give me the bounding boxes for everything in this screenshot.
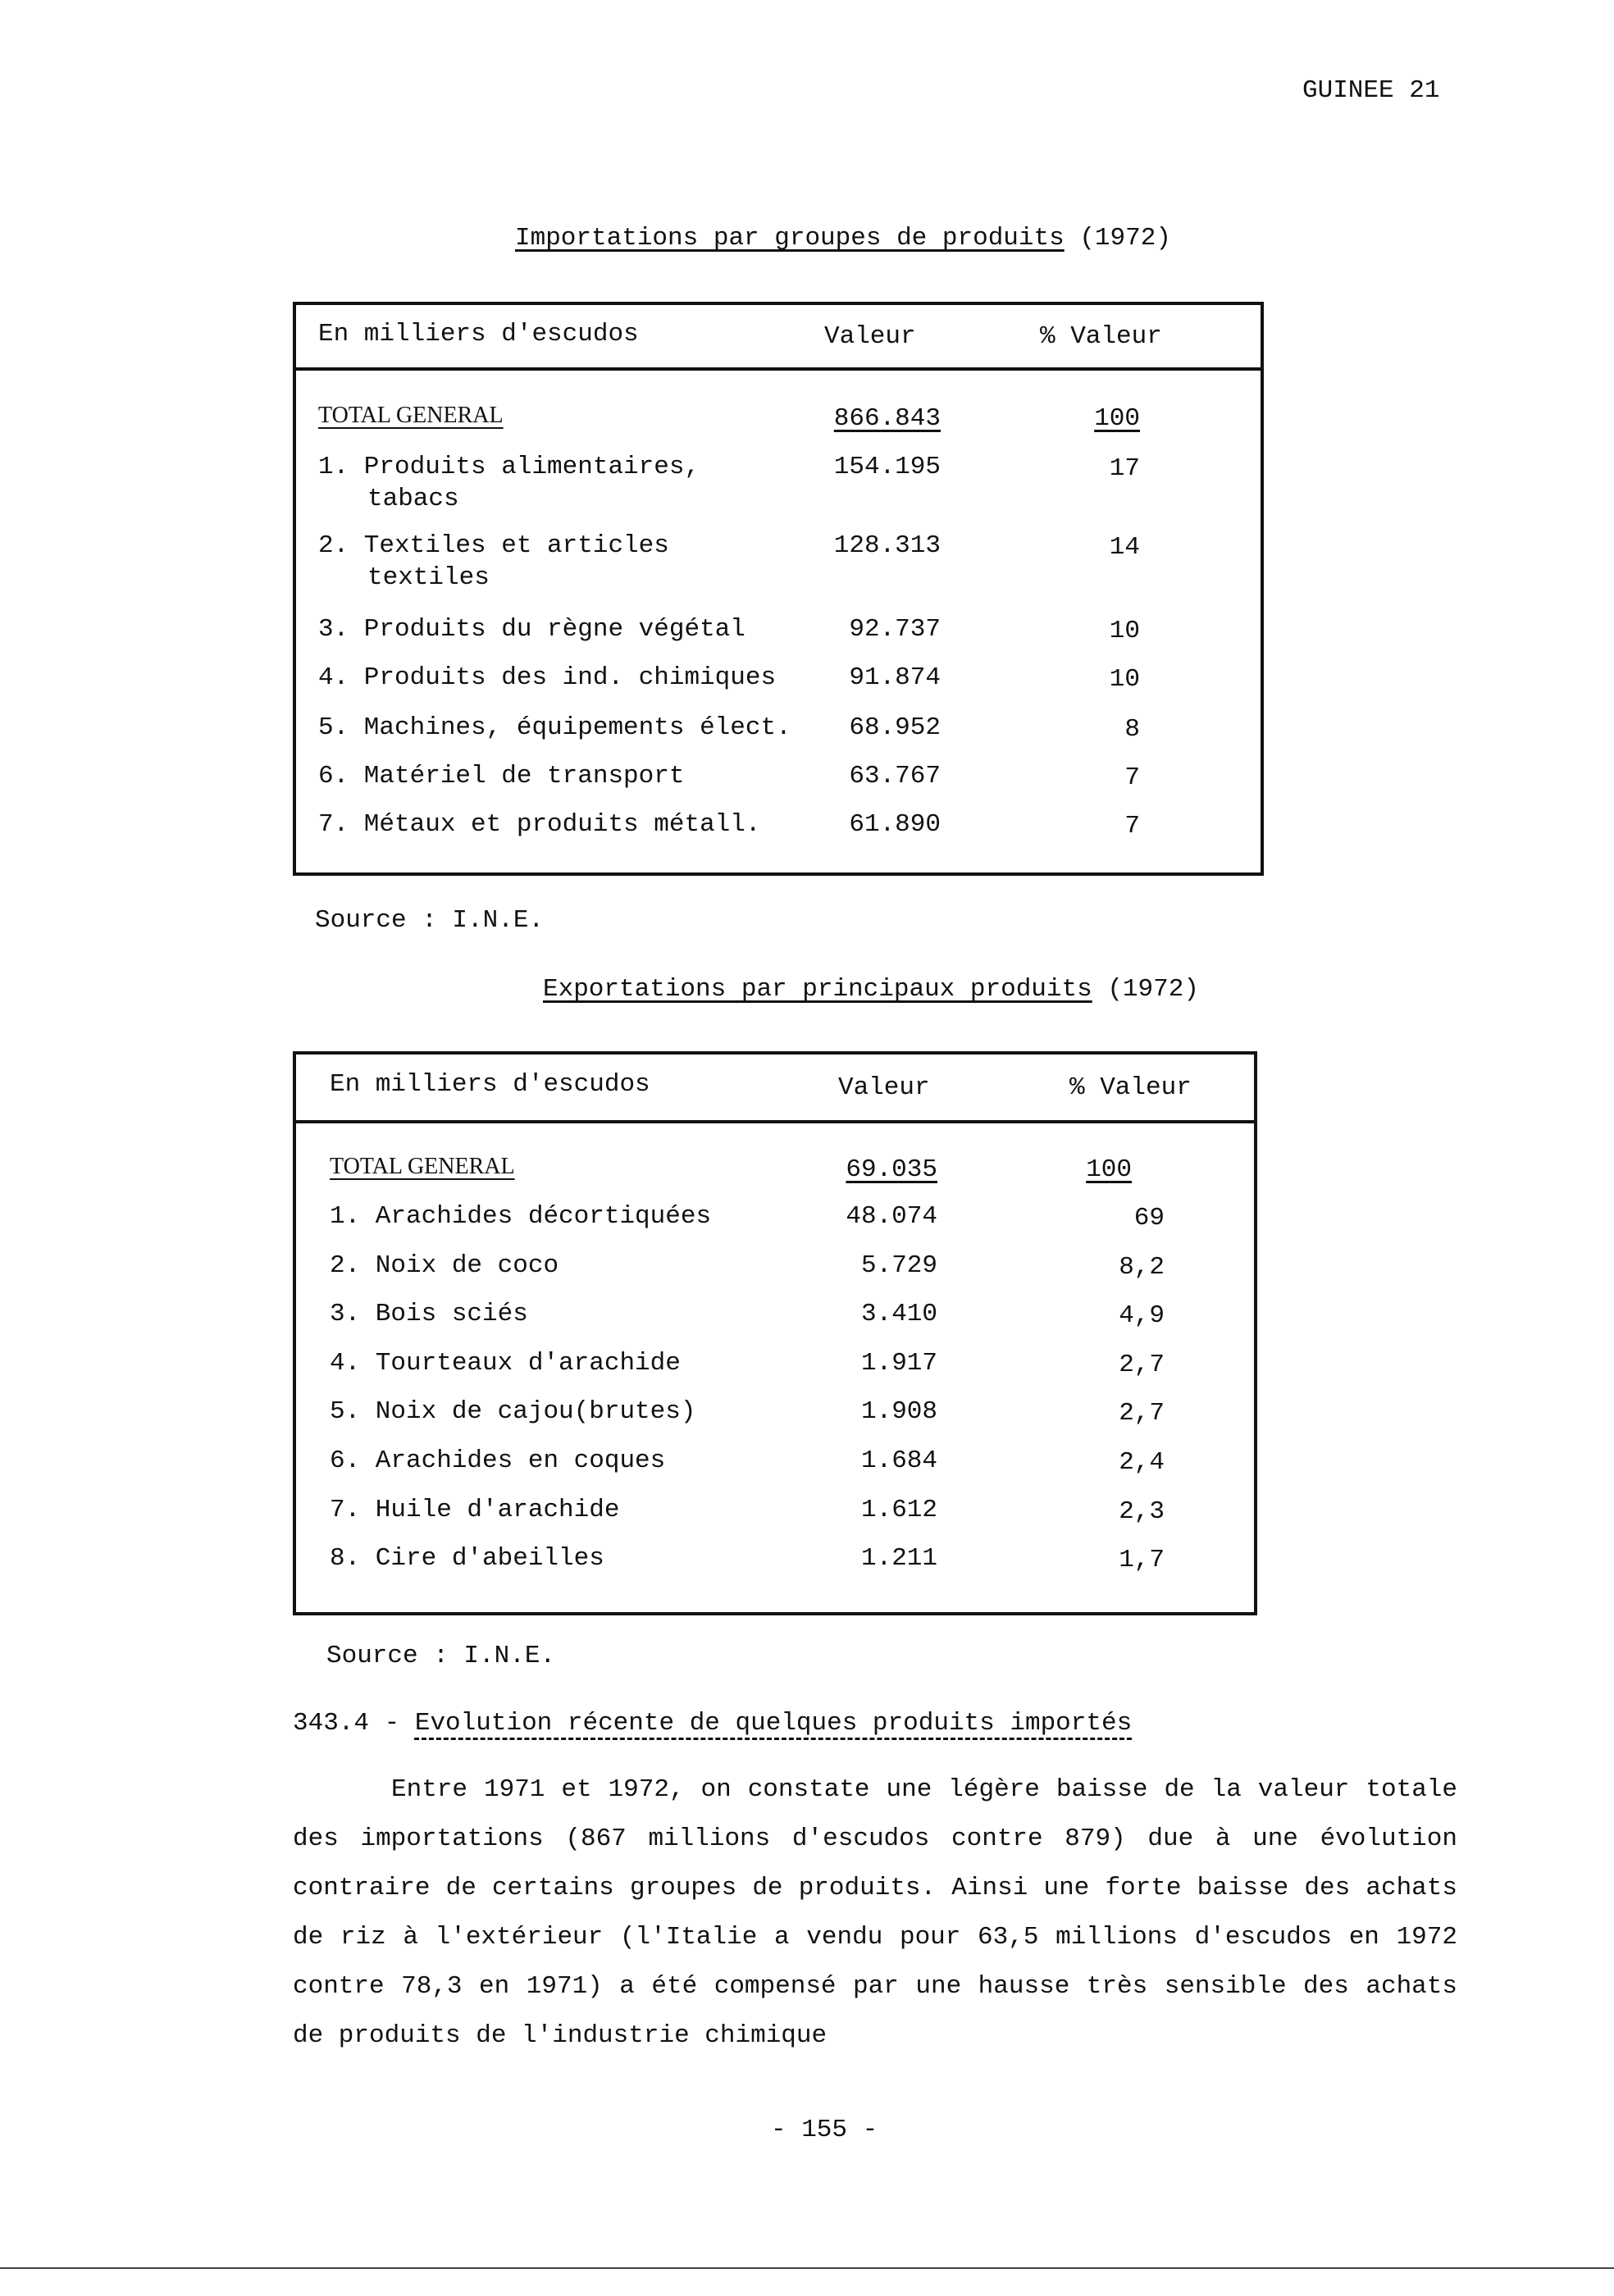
- section-heading: [293, 1709, 1132, 1738]
- table-row-value: 5.729: [860, 1250, 937, 1280]
- table-row-pct: 2,7: [1119, 1350, 1165, 1379]
- col-header-pct: % Valeur: [1040, 322, 1162, 351]
- exports-year: (1972): [1107, 975, 1199, 1004]
- table-row-pct: 7: [1124, 812, 1140, 840]
- table-row-value: 1.612: [860, 1495, 937, 1524]
- table-row-label: 6. Matériel de transport: [318, 762, 685, 790]
- table-row-pct: 8: [1124, 715, 1140, 744]
- table-row-pct: 4,9: [1119, 1301, 1165, 1331]
- table-row-label: 7. Huile d'arachide: [330, 1495, 620, 1524]
- exports-title: [543, 975, 1199, 1004]
- table-row-label: 2. Textiles et articles: [318, 531, 669, 560]
- col-header-value: Valeur: [838, 1073, 930, 1102]
- exports-title-text: Exportations par principaux produits: [543, 975, 1092, 1004]
- total-value: 866.843: [833, 404, 941, 433]
- imports-title-text: Importations par groupes de produits: [515, 224, 1065, 253]
- table-row-label: 2. Noix de coco: [330, 1250, 559, 1280]
- table-row-value: 1.684: [860, 1446, 937, 1475]
- table-row-label: 5. Noix de cajou(brutes): [330, 1397, 696, 1427]
- bottom-rule: [0, 2267, 1614, 2269]
- table-row-value: 1.917: [860, 1348, 937, 1378]
- table-row-label-continued: tabacs: [367, 485, 459, 513]
- table-row-label: 4. Produits des ind. chimiques: [318, 663, 777, 692]
- table-row-label: 3. Bois sciés: [330, 1300, 528, 1329]
- table-row-value: 61.890: [849, 810, 941, 839]
- total-pct: 100: [1094, 404, 1140, 433]
- total-label: TOTAL GENERAL: [330, 1154, 515, 1179]
- col-header-label: En milliers d'escudos: [318, 320, 639, 348]
- section-number: 343.4 -: [293, 1709, 400, 1738]
- col-header-value: Valeur: [824, 322, 916, 351]
- page-number: - 155 -: [771, 2116, 878, 2144]
- col-header-pct: % Valeur: [1069, 1073, 1192, 1102]
- table-row-label: 3. Produits du règne végétal: [318, 615, 745, 644]
- table-row-value: 128.313: [833, 531, 941, 560]
- table-row-pct: 7: [1124, 763, 1140, 792]
- total-label: TOTAL GENERAL: [318, 403, 504, 428]
- table-row-pct: 69: [1133, 1204, 1165, 1232]
- table-row-pct: 10: [1109, 617, 1140, 645]
- table-row-label: 7. Métaux et produits métall.: [318, 810, 761, 839]
- table-row-label: 4. Tourteaux d'arachide: [330, 1348, 681, 1378]
- table-row-label: 8. Cire d'abeilles: [330, 1544, 604, 1574]
- table-row-pct: 2,7: [1119, 1399, 1165, 1428]
- divider: [293, 1120, 1256, 1123]
- table-row-pct: 2,4: [1119, 1448, 1165, 1477]
- body-paragraph: Entre 1971 et 1972, on constate une légère baisse de la valeur totale des importations (867 millions d'escudos contre 879) due à une évolution contraire de certains groupes de produits. Ainsi une forte baisse des achats de riz à l'extérieur (l'Italie a vendu pour 63,5 millions d'escudos en 1972 contre 78,3 en 1971) a été compensé par une hausse très sensible des achats de produits de l'industrie chimique: [293, 1775, 1457, 2050]
- table-row-label: 1. Arachides décortiquées: [330, 1202, 712, 1231]
- imports-year: (1972): [1079, 224, 1171, 253]
- section-title: Evolution récente de quelques produits importés: [414, 1709, 1133, 1738]
- table-row-label: 5. Machines, équipements élect.: [318, 713, 791, 742]
- table-row-value: 63.767: [849, 762, 941, 790]
- imports-title: [515, 224, 1171, 253]
- table-row-value: 1.908: [860, 1397, 937, 1427]
- divider: [293, 367, 1263, 371]
- exports-table: [293, 1051, 1257, 1615]
- table-row-value: 68.952: [849, 713, 941, 742]
- table-row-pct: 8,2: [1119, 1252, 1165, 1282]
- table-row-label-continued: textiles: [367, 563, 490, 592]
- table-row-pct: 17: [1109, 454, 1140, 483]
- running-head: GUINEE 21: [1302, 76, 1440, 105]
- table-row-value: 91.874: [849, 663, 941, 692]
- exports-source: Source : I.N.E.: [326, 1642, 556, 1670]
- imports-source: Source : I.N.E.: [315, 906, 545, 935]
- col-header-label: En milliers d'escudos: [330, 1070, 650, 1099]
- table-row-pct: 2,3: [1119, 1496, 1165, 1526]
- table-row-pct: 1,7: [1119, 1546, 1165, 1575]
- table-row-value: 92.737: [849, 615, 941, 644]
- table-row-value: 3.410: [860, 1300, 937, 1329]
- table-row-pct: 14: [1109, 533, 1140, 562]
- table-row-label: 1. Produits alimentaires,: [318, 453, 700, 481]
- table-row-value: 154.195: [833, 453, 941, 481]
- total-pct: 100: [1086, 1155, 1132, 1184]
- total-value: 69.035: [846, 1155, 937, 1184]
- table-row-label: 6. Arachides en coques: [330, 1446, 666, 1475]
- table-row-value: 48.074: [846, 1202, 937, 1231]
- table-row-pct: 10: [1109, 665, 1140, 694]
- table-row-value: 1.211: [860, 1544, 937, 1574]
